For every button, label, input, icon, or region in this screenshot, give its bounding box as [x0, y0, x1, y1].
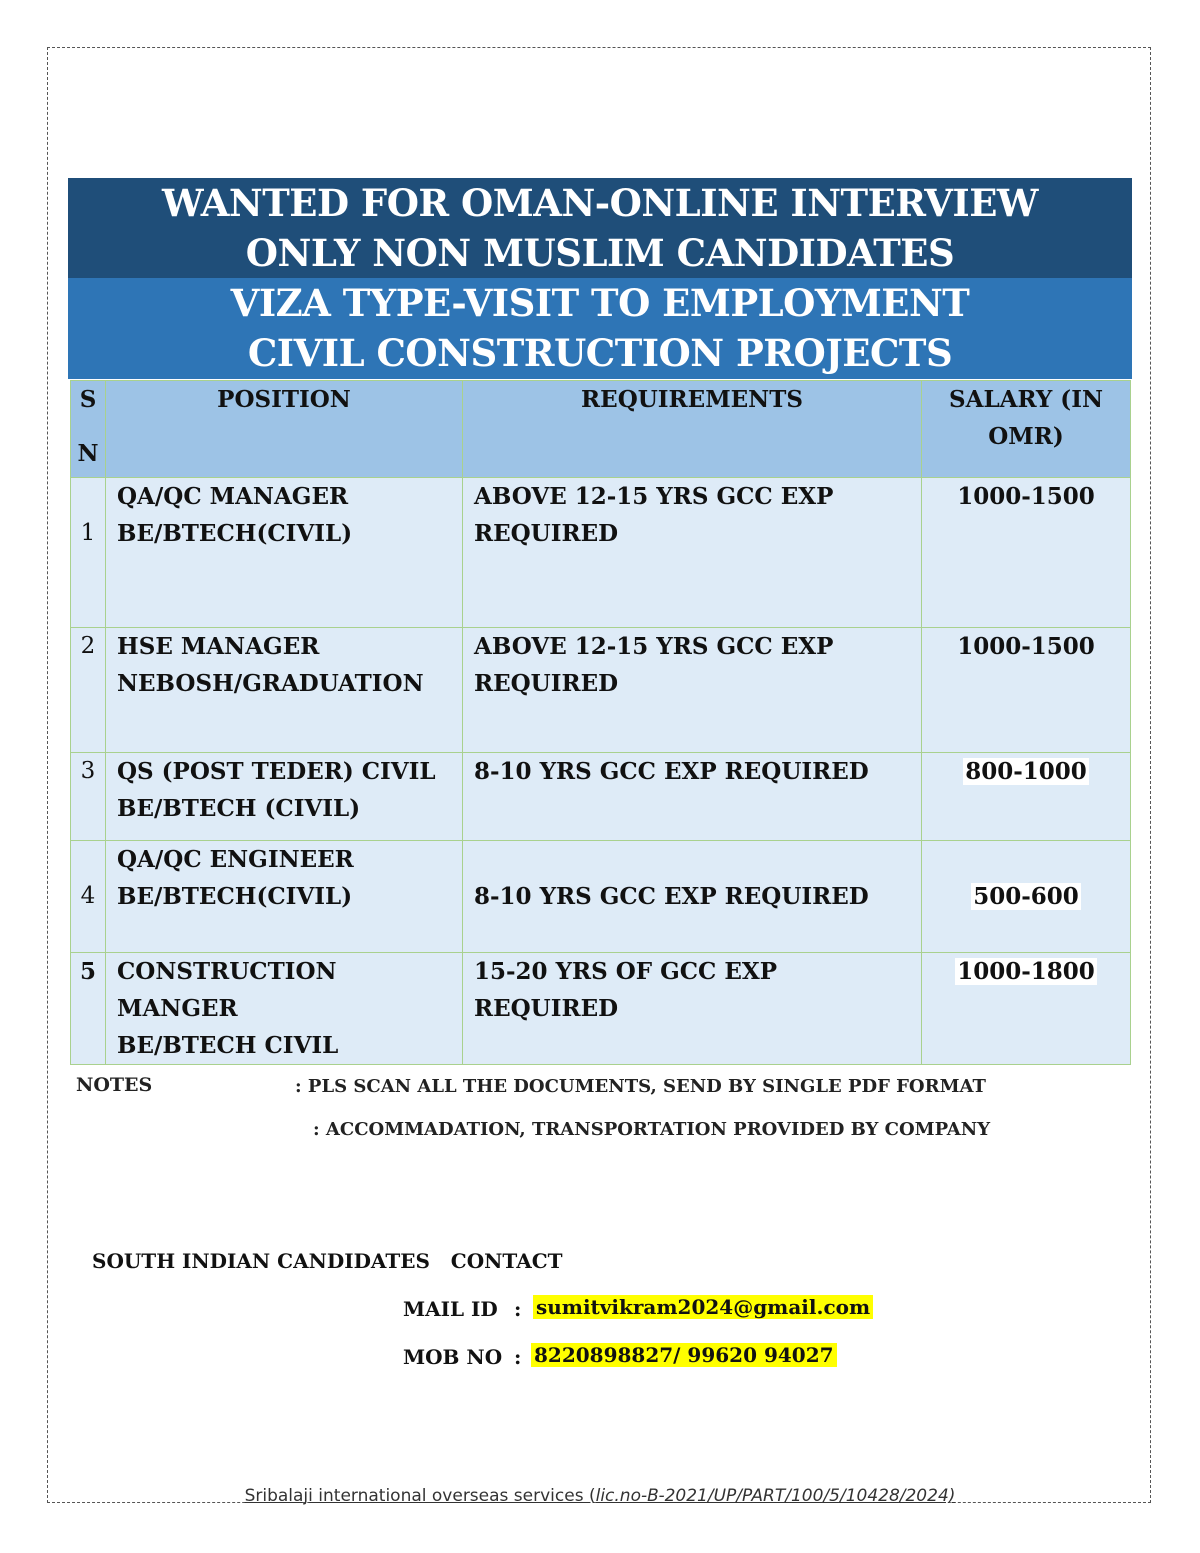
- row-salary: [922, 628, 1131, 753]
- mail-value[interactable]: sumitvikram2024@gmail.com: [533, 1295, 873, 1319]
- row-salary: [922, 953, 1131, 1065]
- row-sn: [71, 478, 106, 628]
- mob-value[interactable]: 8220898827/ 99620 94027: [531, 1343, 837, 1367]
- row-requirements: [463, 953, 922, 1065]
- row-salary-value: 1000-1500: [957, 633, 1095, 660]
- row-position-line1: QA/QC MANAGER: [117, 483, 349, 510]
- row-sn-value: 2: [80, 633, 96, 659]
- row-sn-value: 4: [80, 883, 96, 909]
- row-requirements: [463, 841, 922, 953]
- mob-separator: :: [514, 1345, 522, 1369]
- row-position-line2: NEBOSH/GRADUATION: [117, 670, 424, 697]
- mail-separator: :: [514, 1297, 522, 1321]
- mail-label: MAIL ID: [403, 1297, 498, 1321]
- row-position-line2: BE/BTECH(CIVIL): [117, 883, 353, 910]
- row-sn-value: 3: [80, 758, 96, 784]
- row-sn: [71, 953, 106, 1065]
- row-position: [106, 953, 463, 1065]
- header-sn-bottom: N: [77, 440, 99, 467]
- row-requirements-line1: 8-10 YRS GCC EXP REQUIRED: [474, 758, 869, 785]
- row-sn: [71, 841, 106, 953]
- row-salary-value: 1000-1500: [957, 483, 1095, 510]
- notes-label: NOTES: [76, 1074, 153, 1096]
- footer-company: Sribalaji international overseas services (: [244, 1486, 596, 1506]
- row-salary-value: 800-1000: [965, 758, 1087, 785]
- row-requirements-line2: REQUIRED: [474, 670, 619, 697]
- row-requirements: [463, 628, 922, 753]
- row-position: [106, 841, 463, 953]
- row-sn: [71, 628, 106, 753]
- row-sn: [71, 753, 106, 841]
- footer-license: lic.no-B-2021/UP/PART/100/5/10428/2024): [595, 1486, 956, 1506]
- table-row: [71, 953, 1131, 1065]
- footer-agency: [0, 1486, 1200, 1506]
- jobs-table: [70, 380, 1131, 1065]
- row-salary: [922, 841, 1131, 953]
- header-requirements: REQUIREMENTS: [463, 381, 922, 478]
- notes-item-1: : PLS SCAN ALL THE DOCUMENTS, SEND BY SINGLE PDF FORMAT: [295, 1076, 986, 1097]
- header-salary: [922, 381, 1131, 478]
- row-requirements: [463, 753, 922, 841]
- table-row: [71, 628, 1131, 753]
- table-row: [71, 753, 1131, 841]
- row-salary-value: 500-600: [973, 883, 1079, 910]
- row-salary: [922, 753, 1131, 841]
- contact-heading: SOUTH INDIAN CANDIDATES CONTACT: [92, 1249, 563, 1273]
- header-salary-line2: OMR): [988, 423, 1064, 450]
- row-salary: [922, 478, 1131, 628]
- row-position-line2: BE/BTECH (CIVIL): [117, 795, 361, 822]
- row-requirements-line1: 8-10 YRS GCC EXP REQUIRED: [474, 883, 869, 910]
- header-salary-line1: SALARY (IN: [949, 386, 1103, 413]
- table-row: [71, 478, 1131, 628]
- header-sn: [71, 381, 106, 478]
- table-header-row: [71, 381, 1131, 478]
- row-requirements-line2: REQUIRED: [474, 520, 619, 547]
- banner-subtitle-line1: VIZA TYPE-VISIT TO EMPLOYMENT: [230, 281, 970, 325]
- banner-subtitle-line2: CIVIL CONSTRUCTION PROJECTS: [247, 331, 953, 375]
- header-position: POSITION: [106, 381, 463, 478]
- title-banner: [68, 178, 1132, 278]
- row-position-line1: QS (POST TEDER) CIVIL: [117, 758, 436, 785]
- header-sn-top: S: [79, 386, 97, 413]
- banner-title-line1: WANTED FOR OMAN-ONLINE INTERVIEW: [162, 181, 1038, 225]
- row-position: [106, 478, 463, 628]
- notes-item-2: : ACCOMMADATION, TRANSPORTATION PROVIDED BY COMPANY: [313, 1119, 991, 1140]
- row-position: [106, 628, 463, 753]
- table-row: [71, 841, 1131, 953]
- subtitle-banner: [68, 278, 1132, 379]
- row-requirements-line1: ABOVE 12-15 YRS GCC EXP: [474, 633, 834, 660]
- row-position: [106, 753, 463, 841]
- banner-title-line2: ONLY NON MUSLIM CANDIDATES: [245, 231, 955, 275]
- mob-label: MOB NO: [403, 1345, 503, 1369]
- row-sn-value: 5: [79, 958, 96, 985]
- row-requirements-line1: ABOVE 12-15 YRS GCC EXP: [474, 483, 834, 510]
- row-position-line1: QA/QC ENGINEER: [117, 846, 354, 873]
- row-position-line1: CONSTRUCTION MANGER: [117, 958, 337, 1022]
- row-position-line2: BE/BTECH CIVIL: [117, 1032, 339, 1059]
- row-requirements: [463, 478, 922, 628]
- row-position-line1: HSE MANAGER: [117, 633, 320, 660]
- row-salary-value: 1000-1800: [957, 958, 1095, 985]
- row-position-line2: BE/BTECH(CIVIL): [117, 520, 353, 547]
- row-requirements-line1: 15-20 YRS OF GCC EXP REQUIRED: [474, 958, 778, 1022]
- row-sn-value: 1: [80, 520, 96, 546]
